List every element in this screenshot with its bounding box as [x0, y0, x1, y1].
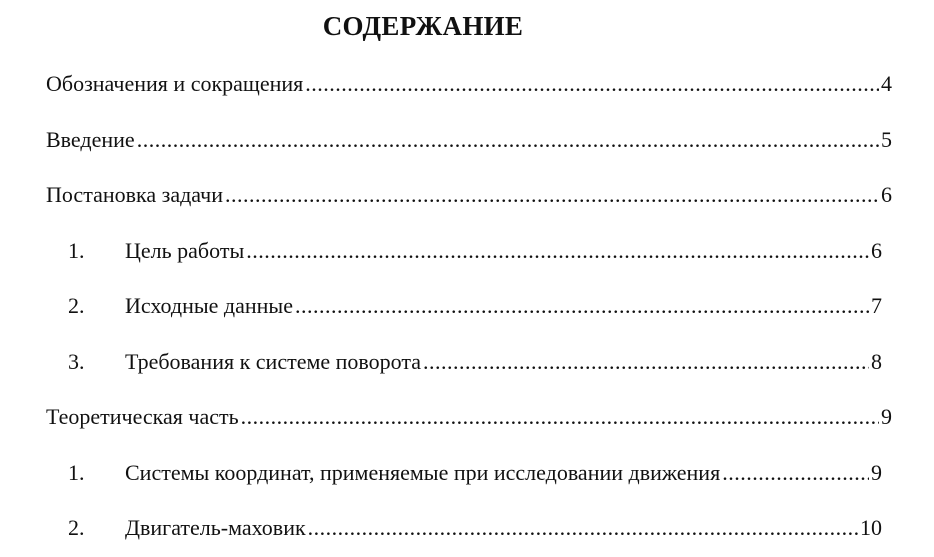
toc-entry-problem-statement: [46, 180, 892, 210]
toc-entry-number: 1.: [68, 238, 85, 263]
toc-page-number: 6: [871, 238, 882, 263]
toc-entry-coordinate-systems: [68, 458, 882, 488]
toc-entry-work-goal: [68, 236, 882, 266]
dot-leader: [295, 291, 869, 321]
toc-page-number: 9: [881, 404, 892, 429]
toc-entry-introduction: [46, 125, 892, 155]
toc-page-number: 6: [881, 182, 892, 207]
toc-page-number: 4: [881, 71, 892, 96]
toc-entry-text: Цель работы: [125, 238, 245, 263]
toc-page-number: 5: [881, 127, 892, 152]
toc-entry-text: Требования к системе поворота: [125, 349, 422, 374]
toc-entry-number: 2.: [68, 293, 85, 318]
toc-entry-text: Теоретическая часть: [46, 404, 239, 429]
toc-entry-text: Обозначения и сокращения: [46, 71, 304, 96]
dot-leader: [722, 458, 869, 488]
dot-leader: [423, 347, 869, 377]
toc-entry-text: Исходные данные: [125, 293, 293, 318]
toc-entry-text: Системы координат, применяемые при исследовании движения: [125, 460, 721, 485]
dot-leader: [225, 180, 879, 210]
dot-leader: [246, 236, 869, 266]
toc-entry-requirements: [68, 347, 882, 377]
toc-entry-source-data: [68, 291, 882, 321]
toc-page-number: 9: [871, 460, 882, 485]
toc-entry-number: 2.: [68, 515, 85, 540]
dot-leader: [137, 125, 879, 155]
dot-leader: [241, 402, 879, 432]
toc-entry-flywheel-motor: [68, 513, 882, 543]
toc-entry-theoretical-part: [46, 402, 892, 432]
toc-entry-text: Двигатель-маховик: [125, 515, 306, 540]
toc-entry-number: 3.: [68, 349, 85, 374]
toc-page-number: 8: [871, 349, 882, 374]
toc-page-number: 7: [871, 293, 882, 318]
toc-entry-text: Введение: [46, 127, 135, 152]
toc-page-number: 10: [860, 515, 882, 540]
toc-entry-text: Постановка задачи: [46, 182, 223, 207]
toc-entry-number: 1.: [68, 460, 85, 485]
toc-title: СОДЕРЖАНИЕ: [322, 11, 524, 41]
dot-leader: [308, 513, 858, 543]
dot-leader: [305, 69, 879, 99]
toc-entry-designations: [46, 69, 892, 99]
